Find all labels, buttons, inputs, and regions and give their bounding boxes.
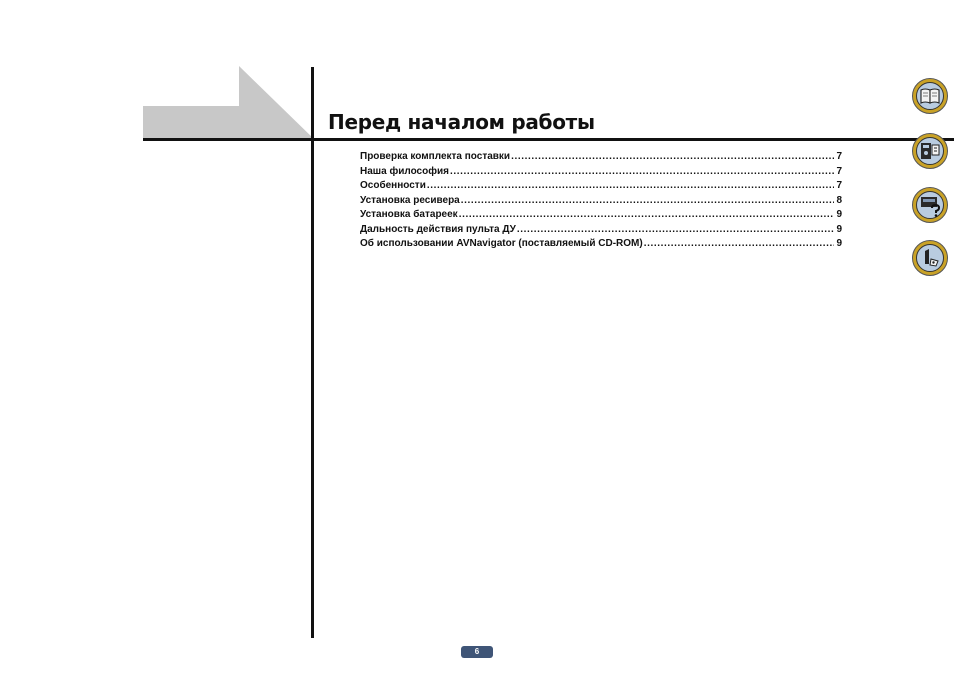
toc-dot-leader [461,194,835,209]
page-number: 6 [461,646,493,658]
toc-entry[interactable] [360,194,842,209]
toc-entry[interactable] [360,150,842,165]
quick-start-icon[interactable] [911,239,949,277]
toc-dot-leader [517,223,835,238]
toc-entry-page: 7 [836,180,842,191]
toc-entry-page: 7 [836,151,842,162]
toc-entry[interactable] [360,237,842,252]
toc-entry[interactable] [360,179,842,194]
troubleshooting-icon[interactable] [911,186,949,224]
toc-entry-title: Особенности [360,180,426,191]
toc-entry-page: 8 [836,194,842,206]
header-rule [143,138,954,141]
toc-dot-leader [427,179,835,194]
toc-entry-page: 9 [836,223,842,235]
toc-entry-title: Установка ресивера [360,194,460,206]
table-of-contents [360,150,842,252]
toc-entry-title: Об использовании AVNavigator (поставляемый CD-ROM) [360,238,643,249]
toc-entry-title: Установка батареек [360,209,458,220]
toc-entry-title: Дальность действия пульта ДУ [360,223,516,235]
chapter-tab-graphic [143,66,315,140]
toc-entry[interactable] [360,223,842,238]
toc-dot-leader [644,237,835,252]
vertical-divider [311,67,314,638]
toc-dot-leader [459,208,835,223]
toc-entry-page: 7 [836,165,842,177]
book-icon[interactable] [911,77,949,115]
toc-entry-page: 9 [836,238,842,249]
device-panel-icon[interactable] [911,132,949,170]
toc-entry[interactable] [360,208,842,223]
toc-entry-title: Наша философия [360,165,449,177]
chapter-title: Перед началом работы [328,110,595,134]
toc-entry-title: Проверка комплекта поставки [360,151,511,162]
toc-dot-leader [450,165,834,180]
toc-entry-page: 9 [836,209,842,220]
toc-entry[interactable] [360,165,842,180]
toc-dot-leader [511,150,834,165]
